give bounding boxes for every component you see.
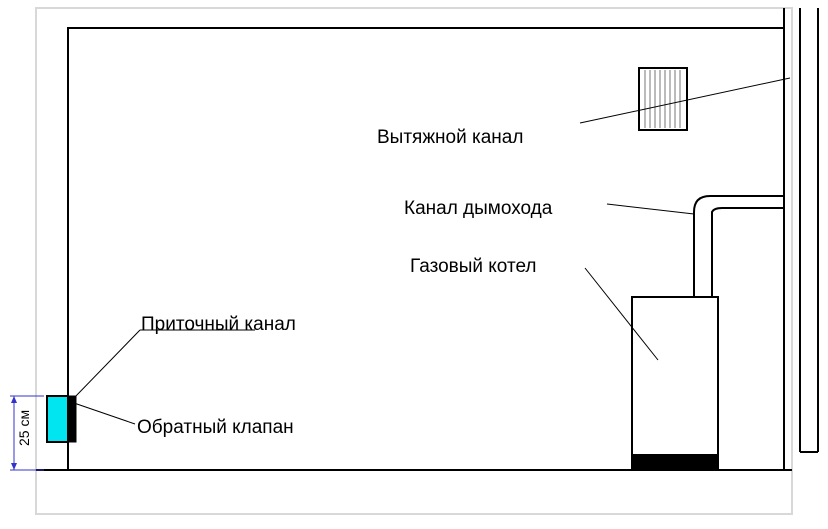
vertical-shafts xyxy=(784,8,818,470)
label-supply-duct: Приточный канал xyxy=(141,314,296,335)
chimney-pipe xyxy=(694,196,784,300)
label-gas-boiler: Газовый котел xyxy=(410,256,537,277)
gas-boiler-icon xyxy=(632,297,718,470)
label-check-valve: Обратный клапан xyxy=(137,417,294,438)
label-exhaust-duct: Вытяжной канал xyxy=(377,127,524,148)
dimension-label-25cm: 25 см xyxy=(16,409,32,446)
exhaust-grille-icon xyxy=(639,68,687,130)
label-chimney-duct: Канал дымохода xyxy=(404,198,553,219)
check-valve-icon xyxy=(47,396,76,442)
